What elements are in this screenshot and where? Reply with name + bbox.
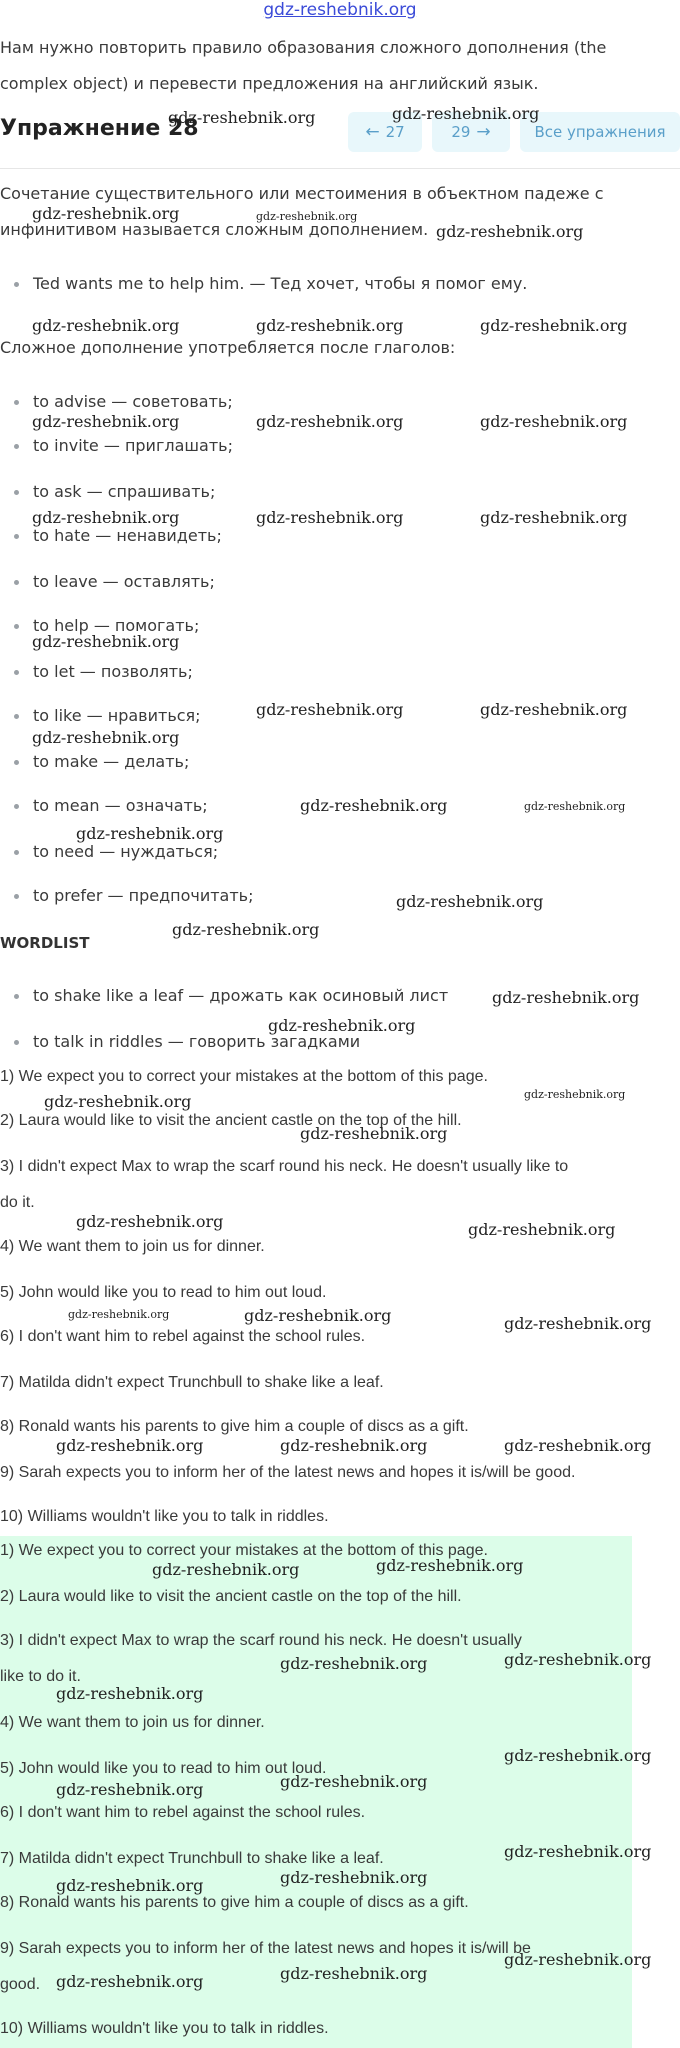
- answer-sentence: 6) I don't want him to rebel against the school rules.: [0, 1804, 366, 1821]
- exercise-sentence: 9) Sarah expects you to inform her of the latest news and hopes it is/will be good.: [0, 1464, 576, 1481]
- verb-item: to advise — советовать;: [14, 392, 233, 411]
- watermark: gdz-reshebnik.org: [76, 1212, 224, 1231]
- watermark: gdz-reshebnik.org: [280, 1964, 428, 1983]
- watermark: gdz-reshebnik.org: [504, 1950, 652, 1969]
- bullet-icon: [14, 714, 19, 719]
- watermark: gdz-reshebnik.org: [56, 1684, 204, 1703]
- verb-item: to make — делать;: [14, 752, 189, 771]
- exercise-sentence: do it.: [0, 1194, 35, 1211]
- all-exercises-label: Все упражнения: [534, 123, 666, 141]
- bullet-icon: [14, 850, 19, 855]
- all-exercises-button[interactable]: [520, 112, 680, 152]
- answer-sentence: 1) We expect you to correct your mistakes at the bottom of this page.: [0, 1542, 488, 1559]
- watermark: gdz-reshebnik.org: [492, 988, 640, 1007]
- wordlist-heading: WORDLIST: [0, 934, 90, 952]
- watermark: gdz-reshebnik.org: [280, 1868, 428, 1887]
- bullet-icon: [14, 490, 19, 495]
- bullet-icon: [14, 1040, 19, 1045]
- watermark: gdz-reshebnik.org: [56, 1436, 204, 1455]
- exercise-sentence: 2) Laura would like to visit the ancient castle on the top of the hill.: [0, 1112, 462, 1129]
- watermark: gdz-reshebnik.org: [44, 1092, 192, 1111]
- divider: [0, 168, 680, 169]
- watermark: gdz-reshebnik.org: [376, 1556, 524, 1575]
- watermark: gdz-reshebnik.org: [468, 1220, 616, 1239]
- watermark: gdz-reshebnik.org: [396, 892, 544, 911]
- next-exercise-label: 29: [451, 123, 471, 141]
- watermark: gdz-reshebnik.org: [168, 108, 316, 127]
- watermark: gdz-reshebnik.org: [76, 824, 224, 843]
- verb-item: to need — нуждаться;: [14, 842, 218, 861]
- verb-item: to like — нравиться;: [14, 706, 201, 725]
- bullet-icon: [14, 760, 19, 765]
- watermark: gdz-reshebnik.org: [504, 1650, 652, 1669]
- watermark: gdz-reshebnik.org: [280, 1436, 428, 1455]
- verb-item: to let — позволять;: [14, 662, 193, 681]
- wordlist-item: to shake like a leaf — дрожать как осиновый лист: [14, 986, 448, 1005]
- watermark: gdz-reshebnik.org: [480, 508, 628, 527]
- watermark: gdz-reshebnik.org: [504, 1746, 652, 1765]
- watermark: gdz-reshebnik.org: [280, 1772, 428, 1791]
- verb-item: to leave — оставлять;: [14, 572, 215, 591]
- bullet-icon: [14, 624, 19, 629]
- verb-item: to invite — приглашать;: [14, 436, 233, 455]
- arrow-right-icon: →: [476, 122, 491, 142]
- exercise-sentence: 3) I didn't expect Max to wrap the scarf round his neck. He doesn't usually like to: [0, 1158, 569, 1175]
- exercise-sentence: 5) John would like you to read to him out loud.: [0, 1284, 327, 1301]
- watermark: gdz-reshebnik.org: [56, 1780, 204, 1799]
- bullet-icon: [14, 894, 19, 899]
- watermark: gdz-reshebnik.org: [32, 316, 180, 335]
- answer-sentence: 8) Ronald wants his parents to give him a couple of discs as a gift.: [0, 1894, 469, 1911]
- rule-text-line: Сочетание существительного или местоимения в объектном падеже с: [0, 184, 604, 203]
- watermark: gdz-reshebnik.org: [436, 222, 584, 241]
- bullet-icon: [14, 282, 19, 287]
- watermark: gdz-reshebnik.org: [32, 204, 180, 223]
- answer-sentence: like to do it.: [0, 1668, 81, 1685]
- prev-exercise-label: 27: [385, 123, 405, 141]
- bullet-icon: [14, 444, 19, 449]
- answer-sentence: 3) I didn't expect Max to wrap the scarf round his neck. He doesn't usually: [0, 1632, 522, 1649]
- task-line: Нам нужно повторить правило образования сложного дополнения (the: [0, 38, 607, 57]
- watermark: gdz-reshebnik.org: [524, 1088, 626, 1101]
- site-watermark-link[interactable]: gdz-reshebnik.org: [263, 0, 417, 20]
- watermark: gdz-reshebnik.org: [172, 920, 320, 939]
- answer-sentence: 2) Laura would like to visit the ancient castle on the top of the hill.: [0, 1588, 462, 1605]
- exercise-sentence: 8) Ronald wants his parents to give him a couple of discs as a gift.: [0, 1418, 469, 1435]
- verb-item: to help — помогать;: [14, 616, 199, 635]
- watermark: gdz-reshebnik.org: [504, 1314, 652, 1333]
- example-text: Ted wants me to help him. — Тед хочет, чтобы я помог ему.: [33, 274, 528, 293]
- watermark: gdz-reshebnik.org: [480, 412, 628, 431]
- exercise-sentence: 4) We want them to join us for dinner.: [0, 1238, 265, 1255]
- answer-sentence: 9) Sarah expects you to inform her of the latest news and hopes it is/will be: [0, 1940, 531, 1957]
- bullet-icon: [14, 804, 19, 809]
- watermark: gdz-reshebnik.org: [32, 632, 180, 651]
- answer-sentence: 7) Matilda didn't expect Trunchbull to shake like a leaf.: [0, 1850, 384, 1867]
- watermark: gdz-reshebnik.org: [256, 412, 404, 431]
- watermark: gdz-reshebnik.org: [392, 104, 540, 123]
- answer-sentence: 5) John would like you to read to him out loud.: [0, 1760, 327, 1777]
- watermark: gdz-reshebnik.org: [32, 412, 180, 431]
- bullet-icon: [14, 400, 19, 405]
- task-description: [0, 30, 660, 102]
- watermark: gdz-reshebnik.org: [152, 1560, 300, 1579]
- watermark: gdz-reshebnik.org: [68, 1308, 170, 1321]
- watermark: gdz-reshebnik.org: [32, 728, 180, 747]
- exercise-title: Упражнение 28: [0, 116, 199, 141]
- watermark: gdz-reshebnik.org: [480, 700, 628, 719]
- watermark: gdz-reshebnik.org: [300, 1124, 448, 1143]
- watermark: gdz-reshebnik.org: [256, 316, 404, 335]
- answer-sentence: 10) Williams wouldn't like you to talk in riddles.: [0, 2020, 329, 2037]
- verb-item: to ask — спрашивать;: [14, 482, 215, 501]
- wordlist-item: to talk in riddles — говорить загадками: [14, 1032, 360, 1051]
- watermark: gdz-reshebnik.org: [32, 508, 180, 527]
- verb-item: to hate — ненавидеть;: [14, 526, 222, 545]
- bullet-icon: [14, 534, 19, 539]
- watermark: gdz-reshebnik.org: [480, 316, 628, 335]
- rule-text-line: инфинитивом называется сложным дополнением.: [0, 220, 429, 239]
- watermark: gdz-reshebnik.org: [504, 1436, 652, 1455]
- watermark: gdz-reshebnik.org: [280, 1654, 428, 1673]
- verb-item: to mean — означать;: [14, 796, 208, 815]
- watermark: gdz-reshebnik.org: [504, 1842, 652, 1861]
- watermark: gdz-reshebnik.org: [56, 1972, 204, 1991]
- exercise-sentence: 10) Williams wouldn't like you to talk in riddles.: [0, 1508, 329, 1525]
- bullet-icon: [14, 994, 19, 999]
- watermark: gdz-reshebnik.org: [268, 1016, 416, 1035]
- watermark: gdz-reshebnik.org: [256, 700, 404, 719]
- watermark: gdz-reshebnik.org: [256, 508, 404, 527]
- exercise-sentence: 6) I don't want him to rebel against the school rules.: [0, 1328, 366, 1345]
- watermark: gdz-reshebnik.org: [300, 796, 448, 815]
- verbs-intro: Сложное дополнение употребляется после глаголов:: [0, 338, 456, 357]
- watermark: gdz-reshebnik.org: [524, 800, 626, 813]
- answer-sentence: 4) We want them to join us for dinner.: [0, 1714, 265, 1731]
- task-line: complex object) и перевести предложения на английский язык.: [0, 74, 539, 93]
- example-item: [14, 274, 527, 293]
- exercise-sentence: 1) We expect you to correct your mistakes at the bottom of this page.: [0, 1068, 488, 1085]
- exercise-sentence: 7) Matilda didn't expect Trunchbull to shake like a leaf.: [0, 1374, 384, 1391]
- watermark: gdz-reshebnik.org: [56, 1876, 204, 1895]
- bullet-icon: [14, 580, 19, 585]
- verb-item: to prefer — предпочитать;: [14, 886, 254, 905]
- answer-sentence: good.: [0, 1976, 41, 1993]
- watermark: gdz-reshebnik.org: [256, 210, 358, 223]
- arrow-left-icon: ←: [365, 122, 380, 142]
- bullet-icon: [14, 670, 19, 675]
- watermark: gdz-reshebnik.org: [244, 1306, 392, 1325]
